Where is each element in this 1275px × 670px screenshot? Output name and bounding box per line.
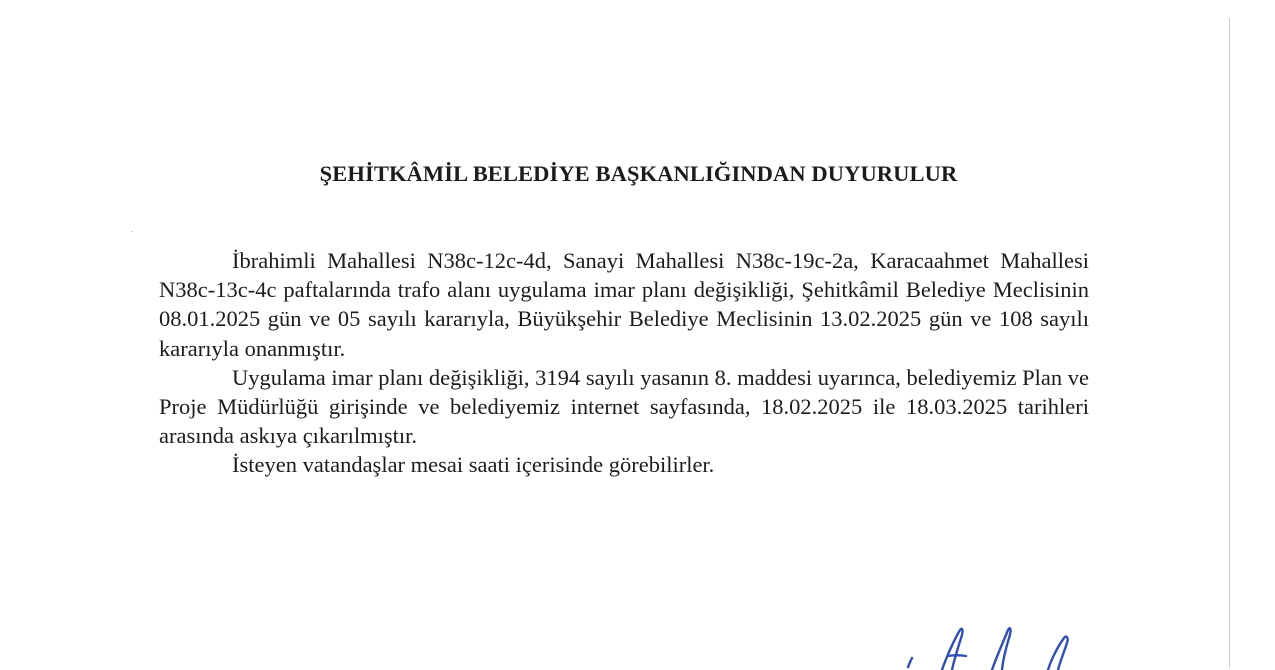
announcement-title: ŞEHİTKÂMİL BELEDİYE BAŞKANLIĞINDAN DUYURULUR (319, 161, 958, 186)
paragraph-viewing: İsteyen vatandaşlar mesai saati içerisinde görebilirler. (232, 452, 715, 478)
page-edge-line (1229, 18, 1230, 669)
announcement-body (159, 246, 1089, 480)
paragraph-approval: İbrahimli Mahallesi N38c-12c-4d, Sanayi Mahallesi N38c-19c-2a, Karacaahmet Mahallesi N38c-13c-4c paftalarında trafo alanı uygulama imar planı değişikliği, Şehitkâmil Belediye Meclisinin 08.01.2025 gün ve 05 sayılı kararıyla, Büyükşehir Belediye Meclisinin 13.02.2025 gün ve 108 sayılı kararıyla onanmıştır. (159, 248, 1089, 361)
paragraph-publication: Uygulama imar planı değişikliği, 3194 sayılı yasanın 8. maddesi uyarınca, belediyemiz Plan ve Proje Müdürlüğü girişinde ve belediyemiz internet sayfasında, 18.02.2025 ile 18.03.2025 tarihleri arasında askıya çıkarılmıştır. (159, 364, 1089, 449)
signature-image (898, 622, 1098, 670)
scan-speck (131, 231, 133, 232)
